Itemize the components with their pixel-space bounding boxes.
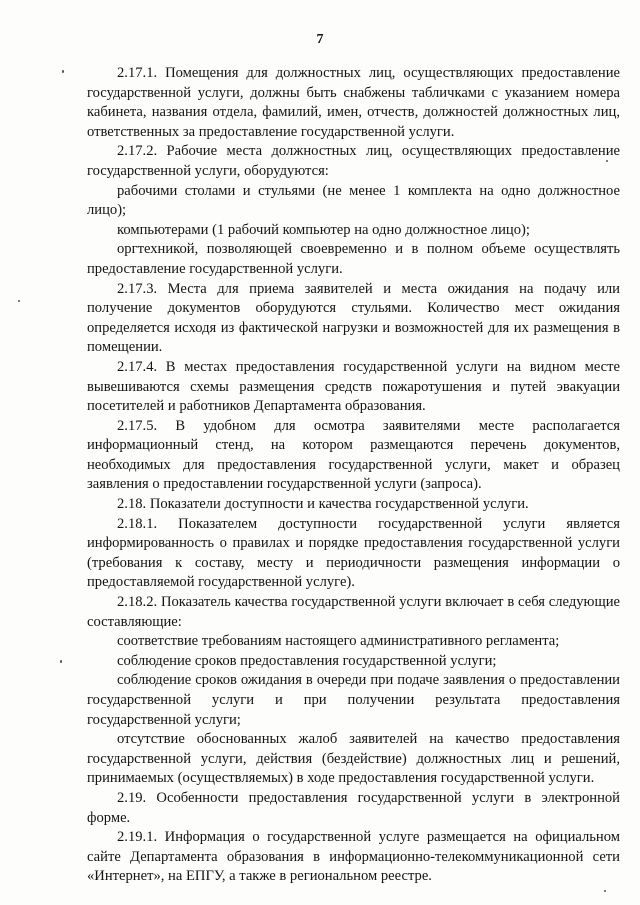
paragraph-2-18-1: 2.18.1. Показателем доступности государственной услуги является информированность о правилах и порядке предоставления государственной услуги (требования к составу, месту и периодичности размещения информации о предоставляемой государственной услуге). <box>87 515 620 591</box>
paragraph-2-17-2: 2.17.2. Рабочие места должностных лиц, осуществляющих предоставление государственной услуги, оборудуются: <box>87 143 620 179</box>
paragraph-2-19: 2.19. Особенности предоставления государственной услуги в электронной форме. <box>87 789 620 826</box>
list-item-deadlines: соблюдение сроков предоставления государственной услуги; <box>117 652 497 669</box>
paragraph-2-18: 2.18. Показатели доступности и качества государственной услуги. <box>117 496 529 513</box>
paragraph-2-17-4: 2.17.4. В местах предоставления государственной услуги на видном месте вывешиваются схемы размещения средств пожаротушения и путей эвакуации посетителей и работников Департамента образования. <box>87 358 620 415</box>
list-item-desks: рабочими столами и стульями (не менее 1 комплекта на одно должностное лицо); <box>87 182 620 219</box>
list-item-no-complaints: отсутствие обоснованных жалоб заявителей на качество предоставления государственной услуги, действия (бездействие) должностных лиц и решений, принимаемых (осуществляемых) в ходе предоставления государственной услуги. <box>87 731 620 787</box>
paragraph-2-17-1: 2.17.1. Помещения для должностных лиц, осуществляющих предоставление государственной услуги, должны быть снабжены табличками с указанием номера кабинета, названия отдела, фамилий, имен, отчеств, должностей должностных лиц, ответственных за предоставление государственной услуги. <box>87 65 620 140</box>
scan-speck <box>62 70 64 73</box>
list-item-compliance: соответствие требованиям настоящего административного регламента; <box>117 633 560 650</box>
scan-speck <box>606 160 608 162</box>
paragraph-2-17-3: 2.17.3. Места для приема заявителей и места ожидания на подачу или получение документов оборудуются стульями. Количество мест ожидания определяется исходя из фактической нагрузки и возможностей для их размещения в помещении. <box>87 280 620 356</box>
scan-speck <box>60 660 62 663</box>
paragraph-2-18-2: 2.18.2. Показатель качества государственной услуги включает в себя следующие составляющие: <box>87 594 620 630</box>
scan-speck <box>604 890 606 892</box>
document-body <box>87 64 620 887</box>
page-number: 7 <box>316 32 324 47</box>
list-item-office-equipment: оргтехникой, позволяющей своевременно и в полном объеме осуществлять предоставление государственной услуги. <box>87 241 620 277</box>
paragraph-2-19-1: 2.19.1. Информация о государственной услуге размещается на официальном сайте Департамента образования в информационно-телекоммуникационной сети «Интернет», на ЕПГУ, а также в региональном реестре. <box>87 829 620 885</box>
scan-speck <box>18 300 20 302</box>
list-item-queue-wait: соблюдение сроков ожидания в очереди при подаче заявления о предоставлении государственной услуги и при получении результата предоставления государственной услуги; <box>87 672 620 728</box>
list-item-computers: компьютерами (1 рабочий компьютер на одно должностное лицо); <box>117 221 530 238</box>
paragraph-2-17-5: 2.17.5. В удобном для осмотра заявителями месте располагается информационный стенд, на котором размещаются перечень документов, необходимых для предоставления государственной услуги, макет и образец заявления о предоставлении государственной услуги (запроса). <box>87 417 620 493</box>
